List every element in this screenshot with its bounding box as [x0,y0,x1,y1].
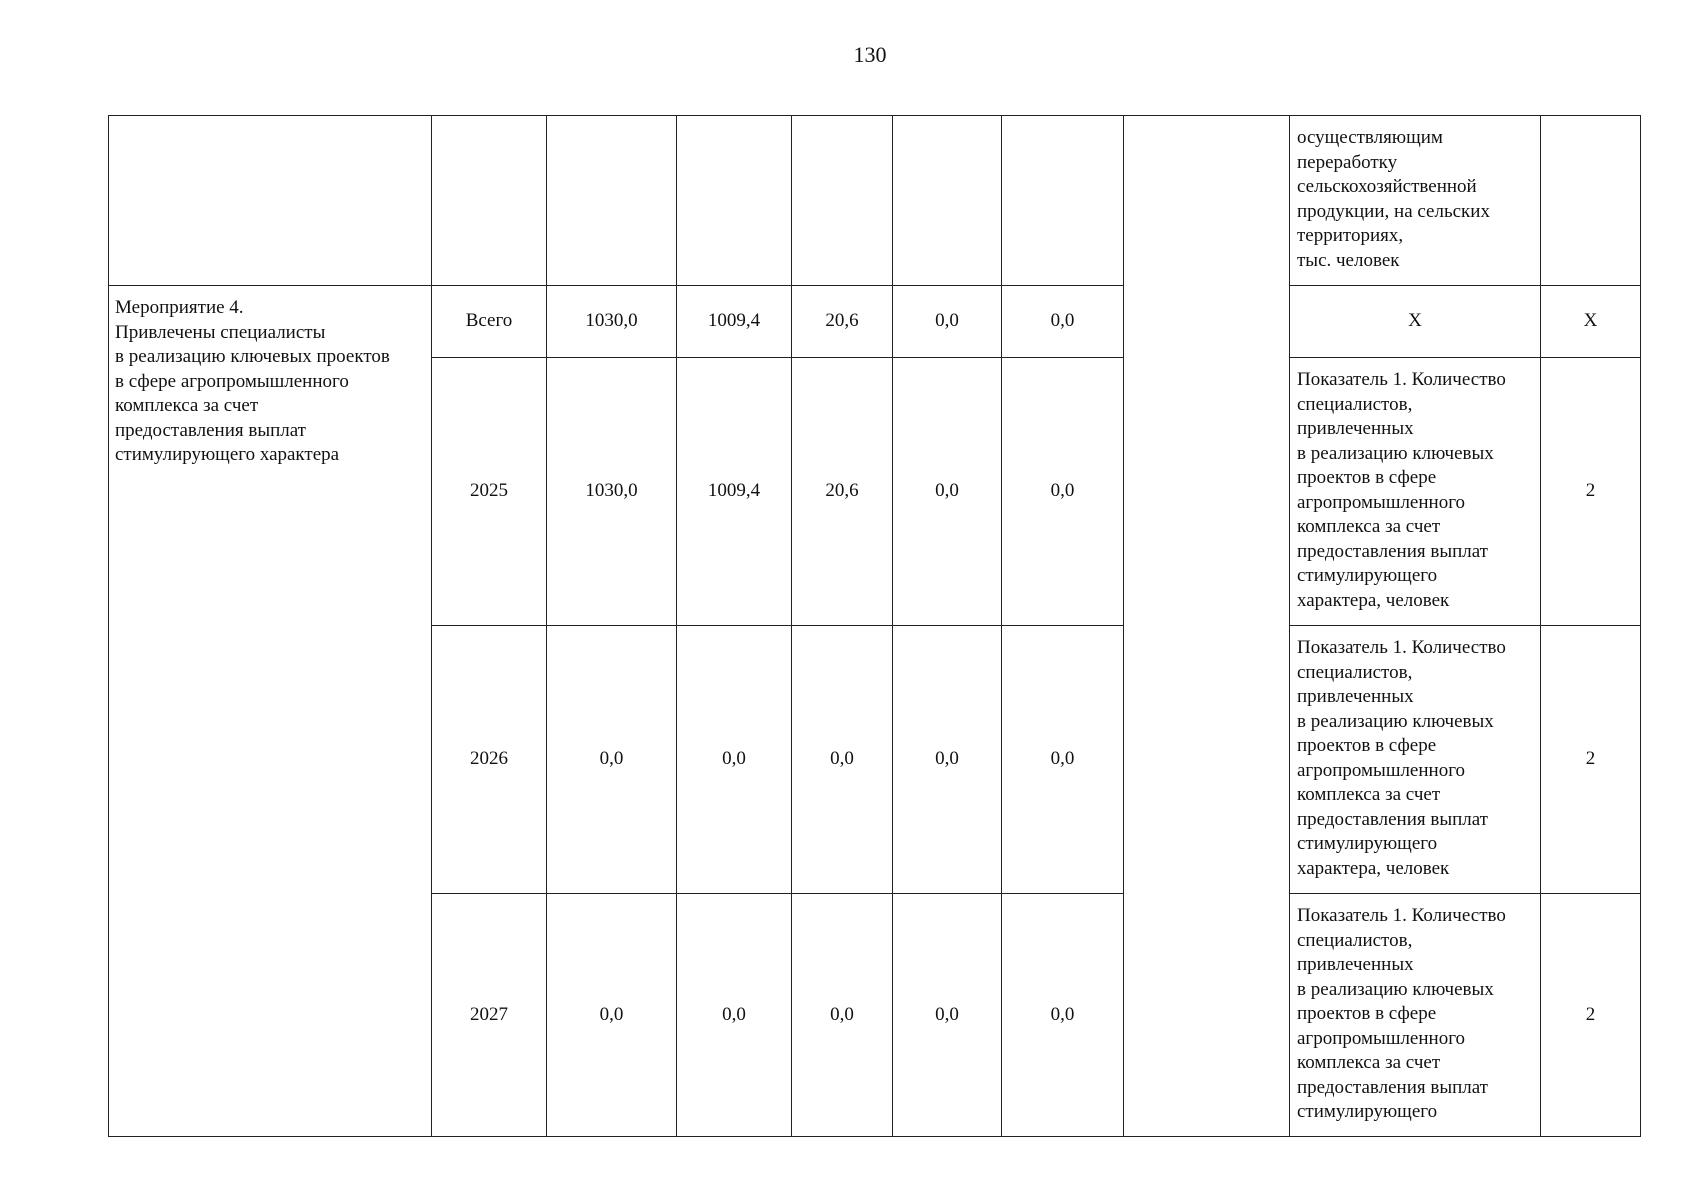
value-cell: 0,0 [547,894,677,1137]
value-cell: 0,0 [792,626,893,894]
event-cell-empty [109,116,432,286]
value-cell: 0,0 [1002,894,1124,1137]
value-cell: 0,0 [1002,626,1124,894]
indicator-cell: X [1290,286,1541,358]
value-cell: 0,0 [677,626,792,894]
event-name-cell: Мероприятие 4. Привлечены специалисты в реализацию ключевых проектов в сфере агропромышленного комплекса за счет предоставления выплат стимулирующего характера [109,286,432,1137]
value-cell: 0,0 [1002,286,1124,358]
indicator-cell: осуществляющим переработку сельскохозяйственной продукции, на сельских территориях, тыс. человек [1290,116,1541,286]
table-row-continuation [109,116,1641,286]
value-cell: 0,0 [893,358,1002,626]
value-cell-empty [677,116,792,286]
period-cell: 2025 [432,358,547,626]
value-cell-empty [547,116,677,286]
value-cell: 1030,0 [547,286,677,358]
indicator-value-cell-empty [1541,116,1641,286]
responsible-cell-empty [1124,116,1290,1137]
value-cell: 20,6 [792,358,893,626]
value-cell: 0,0 [677,894,792,1137]
indicator-cell: Показатель 1. Количество специалистов, привлеченных в реализацию ключевых проектов в сфере агропромышленного комплекса за счет предоставления выплат стимулирующего характера, человек [1290,626,1541,894]
indicator-value-cell: 2 [1541,626,1641,894]
period-cell-empty [432,116,547,286]
value-cell-empty [792,116,893,286]
value-cell: 1009,4 [677,286,792,358]
value-cell: 1030,0 [547,358,677,626]
period-cell: 2027 [432,894,547,1137]
value-cell-empty [1002,116,1124,286]
period-cell: 2026 [432,626,547,894]
program-table [108,115,1641,1137]
value-cell-empty [893,116,1002,286]
indicator-value-cell: 2 [1541,894,1641,1137]
value-cell: 0,0 [1002,358,1124,626]
indicator-cell: Показатель 1. Количество специалистов, привлеченных в реализацию ключевых проектов в сфере агропромышленного комплекса за счет предоставления выплат стимулирующего характера, человек [1290,358,1541,626]
table-row-total [109,286,1641,358]
indicator-value-cell: 2 [1541,358,1641,626]
value-cell: 0,0 [792,894,893,1137]
value-cell: 0,0 [893,626,1002,894]
period-cell: Всего [432,286,547,358]
indicator-cell: Показатель 1. Количество специалистов, привлеченных в реализацию ключевых проектов в сфере агропромышленного комплекса за счет предоставления выплат стимулирующего [1290,894,1541,1137]
value-cell: 0,0 [547,626,677,894]
value-cell: 1009,4 [677,358,792,626]
value-cell: 0,0 [893,894,1002,1137]
page-number: 130 [853,42,887,67]
value-cell: 20,6 [792,286,893,358]
indicator-value-cell: X [1541,286,1641,358]
value-cell: 0,0 [893,286,1002,358]
